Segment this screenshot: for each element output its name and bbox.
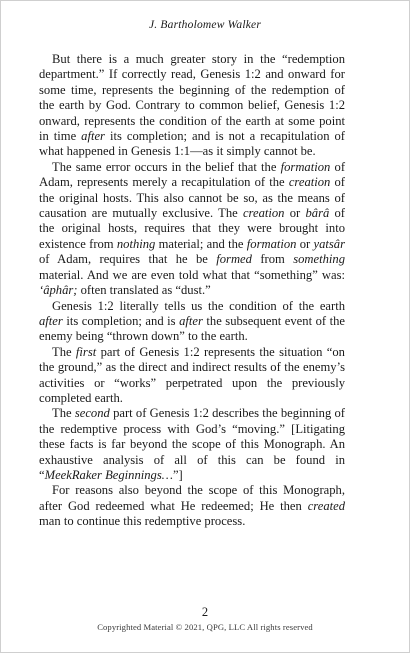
italic-text: creation xyxy=(288,175,331,190)
paragraph: But there is a much greater story in the “redemption department.” If correctly read, Genesis 1:2 and onward for some time, represents the beginning of the redemption of the earth by God. Contrary to common belief, Genesis 1:2 onward, represents the condition of the earth at some point in time after its completion; and is not a recapitulation of what happened in Genesis 1:1—as it simply cannot be. xyxy=(39,52,345,159)
paragraph: The first part of Genesis 1:2 represents the situation “on the ground,” as the direct and indirect results of the enemy’s activities or “works” perpetrated upon the previously completed earth. xyxy=(39,344,345,405)
italic-text: created xyxy=(307,498,345,513)
italic-text: formation xyxy=(280,159,331,174)
italic-text: after xyxy=(39,313,63,328)
italic-text: ‘âphâr; xyxy=(39,283,78,298)
italic-text: nothing xyxy=(116,236,156,251)
paragraph: The same error occurs in the belief that the formation of Adam, represents merely a recapitulation of the creation of the original hosts. This also cannot be so, as the means of causation are mutually exclusive. The creation or bârâ of the original hosts, requires that they were brought into existence from nothing material; and the formation or yatsâr of Adam, requires that he be formed from something material. And we are even told what that “something” was: ‘âphâr; often translated as “dust.” xyxy=(39,159,346,298)
italic-text: formation xyxy=(246,236,297,251)
italic-text: after xyxy=(179,313,203,328)
italic-text: something xyxy=(293,252,345,267)
italic-text: bârâ xyxy=(305,206,330,221)
paragraph: For reasons also beyond the scope of this Monograph, after God redeemed what He redeemed; He then created man to continue this redemptive process. xyxy=(39,483,345,529)
paragraph: Genesis 1:2 literally tells us the condition of the earth after its completion; and is after the subsequent event of the enemy being “thrown down” to the earth. xyxy=(39,298,345,344)
italic-text: first xyxy=(75,344,97,359)
italic-text: yatsâr xyxy=(313,236,345,251)
italic-text: second xyxy=(74,406,110,421)
paragraph: The second part of Genesis 1:2 describes the beginning of the redemptive process with God’s “moving.” [Litigating these facts is far beyond the scope of this Monograph. An exhaustive analysis of all of this can be found in “MeekRaker Beginnings…”] xyxy=(39,406,346,482)
body-text xyxy=(39,52,345,530)
copyright-notice: Copyrighted Material © 2021, QPG, LLC All rights reserved xyxy=(97,622,313,632)
italic-text: after xyxy=(81,129,105,144)
page-number: 2 xyxy=(201,605,209,619)
italic-text: formed xyxy=(216,252,252,267)
running-head: J. Bartholomew Walker xyxy=(148,19,262,31)
italic-text: MeekRaker Beginnings… xyxy=(44,467,173,482)
page-footer xyxy=(1,605,409,632)
italic-text: creation xyxy=(242,206,285,221)
